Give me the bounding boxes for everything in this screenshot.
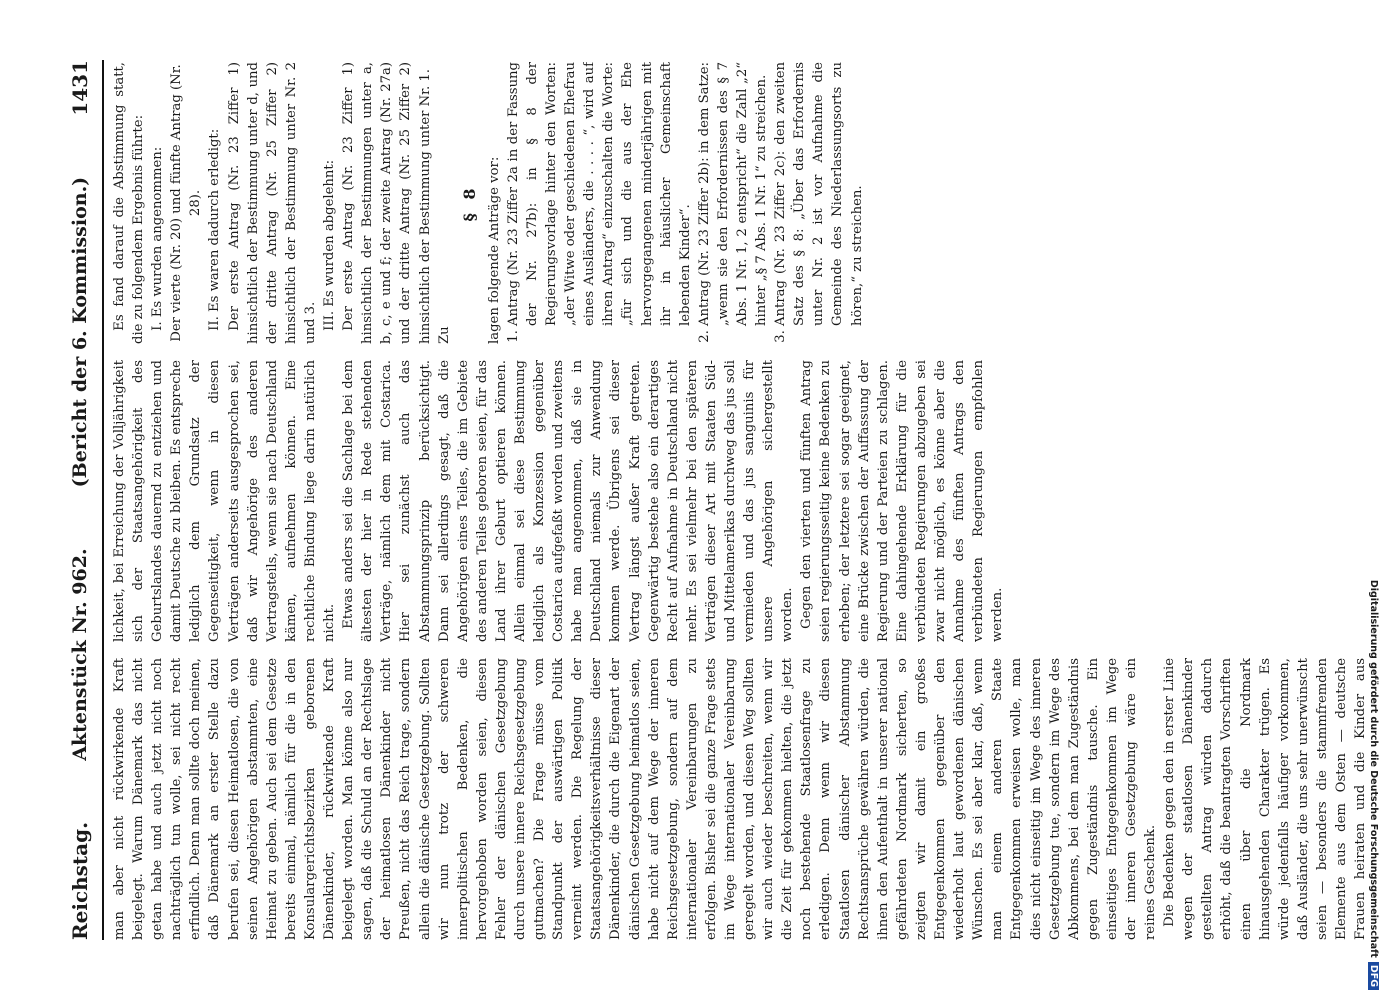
paragraph: Die Bedenken gegen den in erster Linie wegen der staatlosen Dänenkinder gestellten Antrag würden dadurch erhöht, daß die beantragten Vorschriften einen über die Nordmark hinausgehenden Charakter trügen. Es würde jedenfalls häufiger vorkommen, daß Ausländer, die uns sehr unerwünscht seien — besonders die stammfremden Elemente aus dem Osten — deutsche Frauen heiraten und die Kinder aus — [1162, 658, 1369, 940]
page-number: 1431 — [68, 60, 92, 116]
vote-heading-3: III. Es wurden abgelehnt: — [322, 159, 338, 331]
text-column-middle — [110, 360, 1370, 642]
vote-heading-1: I. Es wurden angenommen: — [150, 146, 166, 331]
section-zu: Zu — [436, 326, 452, 344]
section-heading: § 8 — [459, 184, 479, 222]
vote-body-2: Der erste Antrag (Nr. 23 Ziffer 1) hinsichtlich der Bestimmung unter d, und der dritte Antrag (Nr. 25 Ziffer 2) hinsichtlich der Bestimmung unter Nr. 2 und 3. — [226, 62, 318, 344]
motion-item: 2. Antrag (Nr. 23 Ziffer 2b): in dem Satze: „wenn sie den Erfordernissen des § 7 Abs. 1 Nr. 1, 2 entspricht“ die Zahl „2“ hinter „§ 7 Abs. 1 Nr. 1“ zu streichen. — [695, 62, 771, 326]
motion-item: 1. Antrag (Nr. 23 Ziffer 2a in der Fassung der Nr. 27b): in § 8 der Regierungsvorlage hinter den Worten: „der Witwe oder geschiedenen Ehefrau eines Ausländers, die . . . . “, wird auf ihren Antrag“ einzuschalten die Worte: „für sich und die aus der Ehe hervorgegangenen minderjährigen mit ihr in häuslicher Gemeinschaft lebenden Kinder“. — [504, 62, 695, 326]
motions-list — [504, 62, 867, 344]
header-left: Reichstag. — [68, 821, 92, 940]
credit-strip — [1365, 10, 1379, 990]
header-middle-right: (Bericht der 6. Kommission.) — [69, 176, 91, 488]
dfg-logo: DFG — [1368, 962, 1379, 990]
vote-body-3: Der erste Antrag (Nr. 23 Ziffer 1) hinsichtlich der Bestimmungen unter a, b, c, e und f; der zweite Antrag (Nr. 27a) und der dritte Antrag (Nr. 25 Ziffer 2) hinsichtlich der Bestimmung unter Nr. 1. — [341, 62, 433, 344]
text-column-left — [110, 658, 1370, 940]
motion-item: 3. Antrag (Nr. 23 Ziffer 2c): den zweiten Satz des § 8: „Über das Erfordernis unter Nr. 2 ist vor Aufnahme die Gemeinde des Niederlassungsorts zu hören,“ zu streichen. — [771, 62, 866, 326]
paragraph: Gegen den vierten und fünften Antrag seien regierungsseitig keine Bedenken zu erheben; der letztere sei sogar geeignet, eine Brücke zwischen der Auffassung der Regierung und der Parteien zu schlagen. Eine dahingehende Erklärung für die verbündeten Regierungen abzugeben sei zwar nicht möglich, es könne aber die Annahme des fünften Antrags den verbündeten Regierungen empfohlen werden. — [799, 360, 1006, 642]
motions-intro: lagen folgende Anträge vor: — [486, 156, 502, 344]
vote-body-1: Der vierte (Nr. 20) und fünfte Antrag (Nr. 28). — [169, 64, 204, 342]
paragraph: Es fand darauf die Abstimmung statt, die zu folgendem Ergebnis führte: — [112, 62, 147, 344]
paragraph: lichkeit, bei Erreichung der Volljährigkeit sich der Staatsangehörigkeit des Geburtslandes dauernd zu entziehen und damit Deutsche zu bleiben. Es entspreche lediglich dem Grundsatz der Gegenseitigkeit, wenn in diesen Verträgen anderseits ausgesprochen sei, daß wir Angehörige des anderen Vertragsteils, wenn sie nach Deutschland kämen, aufnehmen können. Eine rechtliche Bindung liege darin natürlich nicht. — [112, 360, 338, 642]
page-header — [60, 60, 100, 940]
text-column-right — [110, 62, 1370, 344]
credit-text: Digitalisierung gefördert durch die Deutsche Forschungsgemeinschaft — [1368, 579, 1379, 958]
paragraph: man aber nicht rückwirkende Kraft beigelegt. Warum Dänemark das nicht getan habe und auch jetzt nicht noch nachträglich tun wolle, sei nicht recht erfindlich. Denn man sollte doch meinen, daß Dänemark an erster Stelle dazu berufen sei, diesen Heimatlosen, die von seinen Angehörigen abstammten, eine Heimat zu geben. Auch sei dem Gesetze bereits einmal, nämlich für die in den Konsulargerichtsbezirken geborenen Dänenkinder, rückwirkende Kraft beigelegt worden. Man könne also nur sagen, daß die Schuld an der Rechtslage der heimatlosen Dänenkinder nicht Preußen, nicht das Reich trage, sondern allein die dänische Gesetzgebung. Sollten wir nun trotz der schweren innerpolitischen Bedenken, die hervorgehoben worden seien, diesen Fehler der dänischen Gesetzgebung durch unsere innere Reichsgesetzgebung gutmachen? Die Frage müsse vom Standpunkt der auswärtigen Politik verneint werden. Die Regelung der Staatsangehörigkeitsverhältnisse dieser Dänenkinder, die durch die Eigenart der dänischen Gesetzgebung heimatlos seien, habe nicht auf dem Wege der inneren Reichsgesetzgebung, sondern auf dem internationaler Vereinbarungen zu erfolgen. Bisher sei die ganze Frage stets im Wege internationaler Vereinbarung geregelt worden, und diesen Weg sollten wir auch wieder beschreiten, wenn wir die Zeit für gekommen hielten, die jetzt noch bestehende Staatlosenfrage zu erledigen. Denn wenn wir diesen Staatlosen dänischer Abstammung Rechtsansprüche gewähren würden, die ihnen den Aufenthalt in unserer national gefährdeten Nordmark sicherten, so zeigten wir damit ein großes Entgegenkommen gegenüber den wiederholt laut gewordenen dänischen Wünschen. Es sei aber klar, daß, wenn man einem anderen Staate Entgegenkommen erweisen wolle, man dies nicht einseitig im Wege des inneren Gesetzgebung tue, sondern im Wege des Abkommens, bei dem man Zugeständnis gegen Zugeständnis tausche. Ein einseitiges Entgegenkommen im Wege der inneren Gesetzgebung wäre ein reines Geschenk. — [112, 658, 1159, 940]
header-middle-left: Aktenstück Nr. 962. — [69, 548, 91, 761]
paragraph: Etwas anders sei die Sachlage bei dem ältesten der hier in Rede stehenden Verträge, nämlich dem mit Costarica. Hier sei zunächst auch das Abstammungsprinzip berücksichtigt. Dann sei allerdings gesagt, daß die Angehörigen eines Teiles, die im Gebiete des anderen Teiles geboren seien, für das Land ihrer Geburt optieren können. Allein einmal sei diese Bestimmung lediglich als Konzession gegenüber Costarica aufgefaßt worden und zweitens habe man angenommen, daß sie in Deutschland niemals zur Anwendung kommen werde. Übrigens sei dieser Vertrag längst außer Kraft getreten. Gegenwärtig bestehe also ein derartiges Recht auf Aufnahme in Deutschland nicht mehr. Es sei vielmehr bei den späteren Verträgen dieser Art mit Staaten Süd- und Mittelamerikas durchweg das jus soli vermieden und das jus sanguinis für unsere Angehörigen sichergestellt worden. — [341, 360, 796, 642]
vote-heading-2: II. Es waren dadurch erledigt: — [207, 128, 223, 331]
header-rule — [102, 60, 104, 940]
